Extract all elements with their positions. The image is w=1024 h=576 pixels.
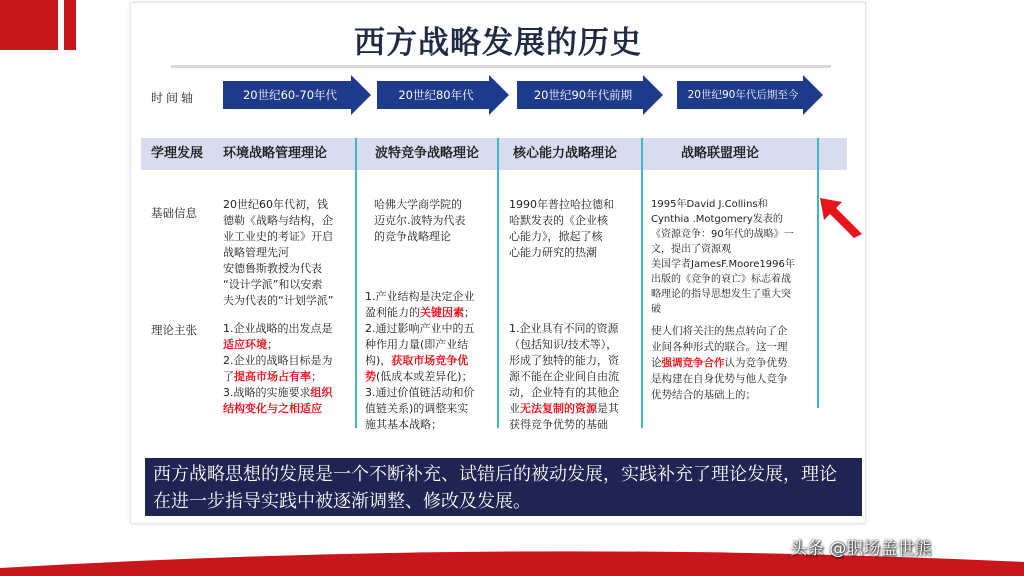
red-pointer-arrow-icon — [818, 196, 864, 244]
column-header-porter: 波特竞争战略理论 — [375, 146, 480, 161]
timeline-arrow-4 — [677, 75, 823, 115]
timeline-arrow-2 — [377, 75, 509, 115]
column-header-core-competence: 核心能力战略理论 — [513, 146, 618, 161]
column-divider — [355, 138, 357, 428]
highlight-text: 无法复制的资源 — [520, 402, 597, 415]
text-part: 认为竞争优势 是构建在自身优势与他人竞争 优势结合的基础上的； — [651, 357, 788, 401]
text-part: 是其 获得竞争优势的基础 — [509, 402, 619, 431]
basic-info-alliance: 1995年David J.Collins和 Cynthia .Motgomery发表的 《资源竞争：90年代的战略》一 文，提出了资源观 美国学者JamesF.Moore1996年 出版的《竞争的衰亡》标志着战 略理论的指导思想发生了重大突 破 — [651, 199, 795, 315]
title-underline — [171, 65, 831, 68]
timeline-arrow-3 — [517, 75, 663, 115]
corner-bar-left — [0, 0, 58, 50]
text-part: 使人们将关注的焦点转向了企 业间各种形式的联合。这一理 论 — [651, 325, 788, 369]
highlight-text: 强调竞争合作 — [661, 357, 725, 369]
timeline-period-1: 20世纪60-70年代 — [242, 88, 338, 102]
theory-alliance — [651, 323, 821, 403]
timeline-period-4: 20世纪90年代后期至今 — [687, 89, 799, 101]
column-divider — [641, 138, 643, 428]
corner-bar-right — [64, 0, 76, 50]
text-part: ； 3.战略的实施要求 — [223, 370, 322, 399]
highlight-text: 获取市场竞争优 势 — [365, 354, 469, 383]
column-header-alliance: 战略联盟理论 — [681, 146, 760, 161]
text-part: 1.企业具有不同的资源 （包括知识/技术等）， 形成了独特的能力，资 源不能在企业间自由流 动，企业特有的其他企 业 — [509, 322, 619, 415]
text-part: 1.企业战略的出发点是 — [223, 322, 333, 335]
basic-info-environment: 20世纪60年代初，钱 德勒《战略与结构，企 业工业史的考证》开启 战略管理先河 安德鲁斯教授为代表 “设计学派”和以安索 夫为代表的“计划学派” — [223, 198, 334, 307]
watermark: 头条 @职场盖世熊 — [790, 539, 932, 559]
theory-core-competence — [509, 321, 641, 433]
theory-porter — [365, 289, 495, 433]
text-part: 1.产业结构是决定企业 盈利能力的 — [365, 290, 475, 319]
slide-title: 西方战略发展的历史 — [354, 25, 642, 61]
basic-info-core-competence: 1990年普拉哈拉德和 哈默发表的《企业核 心能力》，掀起了核 心能力研究的热潮 — [509, 198, 614, 259]
highlight-text: 提高市场占有率 — [234, 370, 311, 383]
text-part: (低成本或差异化)； 3.通过价值链活动和价 值链关系)的调整来实 施其基本战略； — [365, 370, 475, 431]
column-divider — [497, 138, 499, 428]
timeline-period-3: 20世纪90年代前期 — [533, 88, 633, 102]
slide — [130, 2, 866, 524]
summary-banner: 西方战略思想的发展是一个不断补充、试错后的被动发展，实践补充了理论发展，理论在进一步指导实践中被逐渐调整、修改及发展。 — [145, 458, 862, 516]
row-label-theory: 理论主张 — [151, 323, 197, 337]
timeline-period-2: 20世纪80年代 — [398, 88, 474, 102]
basic-info-porter: 哈佛大学商学院的 迈克尔.波特为代表 的竞争战略理论 — [374, 198, 466, 243]
row-header-label: 学理发展 — [151, 146, 204, 161]
highlight-text: 关键因素 — [420, 306, 464, 319]
column-header-environment: 环境战略管理理论 — [223, 146, 328, 161]
text-part: ； 2.企业的战略目标是为 了 — [223, 338, 333, 383]
highlight-text: 适应环境 — [223, 338, 267, 351]
text-part: ； 2.通过影响产业中的五 种作用力量(即产业结 构)， — [365, 306, 475, 367]
timeline-label: 时间轴 — [151, 91, 197, 105]
highlight-text: 组织 结构变化与之相适应 — [223, 386, 333, 415]
row-label-basic-info: 基础信息 — [151, 206, 197, 220]
timeline-arrow-1 — [223, 75, 371, 115]
theory-environment — [223, 321, 353, 417]
